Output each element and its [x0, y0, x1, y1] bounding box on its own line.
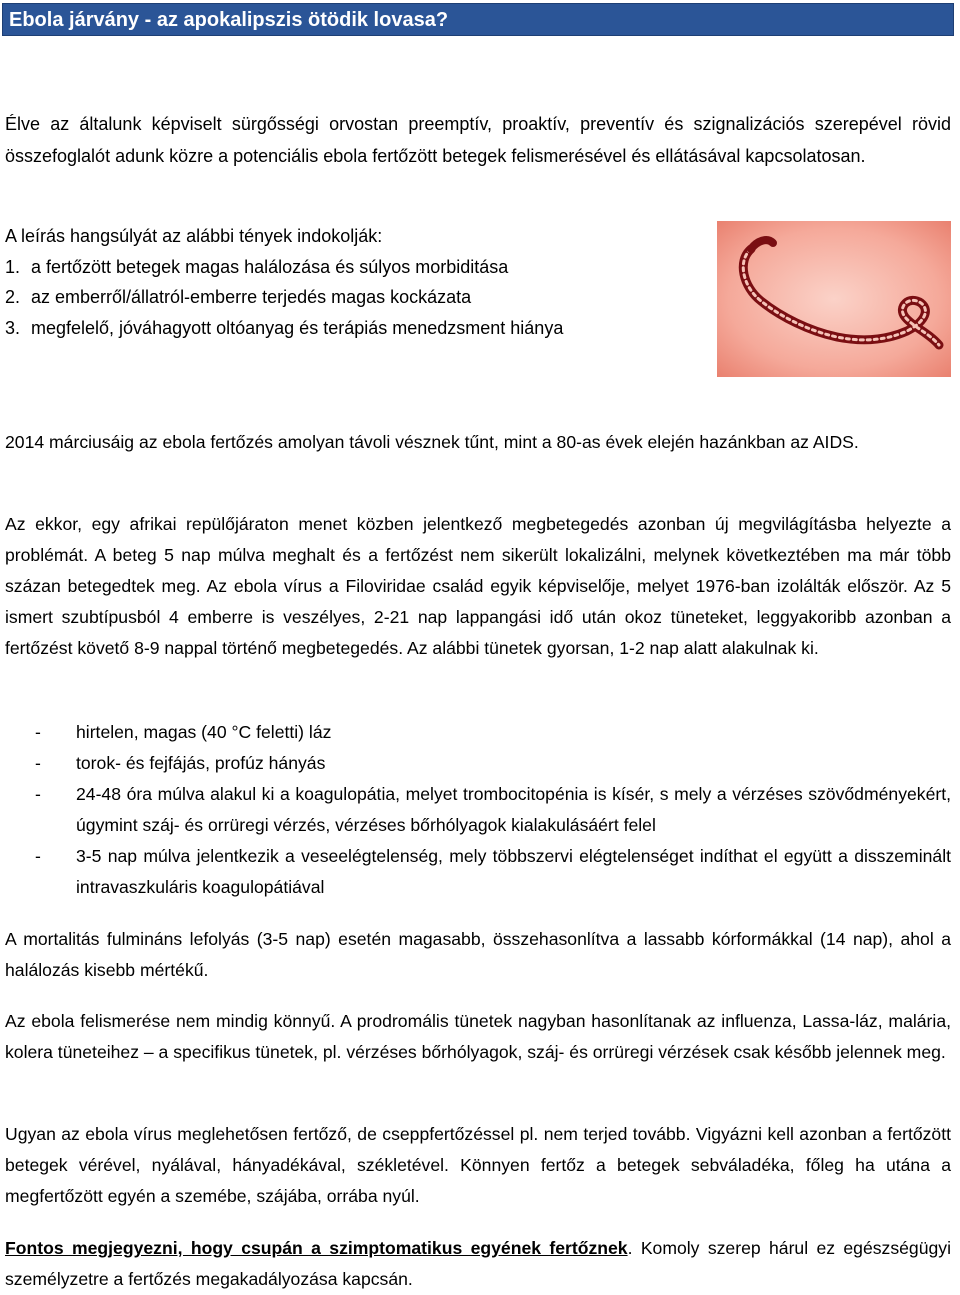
facts-section — [5, 221, 705, 343]
list-item: 3. megfelelő, jóváhagyott oltóanyag és terápiás menedzsment hiánya — [5, 317, 564, 338]
symptom-list-container — [5, 717, 951, 903]
page-title: Ebola járvány - az apokalipszis ötödik lovasa? — [9, 9, 449, 31]
list-item: - hirtelen, magas (40 °C feletti) láz — [35, 722, 332, 742]
paragraph-note — [5, 1233, 951, 1295]
list-item: - 3-5 nap múlva jelentkezik a veseelégtelenség, mely többszervi elégtelenséget indíthat el együtt a disszeminált intravaszkuláris koagulopátiával — [35, 846, 951, 897]
paragraph-spread: Ugyan az ebola vírus meglehetősen fertőző, de cseppfertőzéssel pl. nem terjed tovább. Vigyázni kell azonban a fertőzött betegek vérével, nyálával, hányadékával, székletével. Könnyen fertőz a betegek sebváladéka, főleg ha utána a megfertőzött egyén a szemébe, szájába, orrába nyúl. — [5, 1124, 951, 1206]
note-rest: . Komoly szerep hárul ez egészségügyi személyzetre a fertőzés megakadályozása kapcsán. — [5, 1238, 951, 1289]
paragraph-case: Az ekkor, egy afrikai repülőjáraton menet közben jelentkező megbetegedés azonban új megvilágításba helyezte a problémát. A beteg 5 nap múlva meghalt és a fertőzést nem sikerült lokalizálni, melynek következtében ma már több százan betegedtek meg. Az ebola vírus a Filoviridae család egyik képviselője, melyet 1976-ban izolálták először. Az 5 ismert szubtípusból 4 emberre is veszélyes, 2-21 nap lappangási idő után okoz tüneteket, leggyakoribb azonban a fertőzést követő 8-9 nappal történő megbetegedés. Az alábbi tünetek gyorsan, 1-2 nap alatt alakulnak ki. — [5, 514, 951, 658]
paragraph-2014: 2014 márciusáig az ebola fertőzés amolyan távoli vésznek tűnt, mint a 80-as évek elején hazánkban az AIDS. — [5, 432, 859, 452]
symptom-list — [5, 717, 951, 903]
list-item: - 24-48 óra múlva alakul ki a koagulopátia, melyet trombocitopénia is kísér, s mely a vérzéses szövődményekért, úgymint száj- és orrüregi vérzés, vérzéses bőrhólyagok kialakulásáért felel — [35, 784, 951, 835]
paragraph-mortality: A mortalitás fulmináns lefolyás (3-5 nap) esetén magasabb, összehasonlítva a lassabb kórformákkal (14 nap), ahol a halálozás kisebb mértékű. — [5, 929, 951, 980]
intro-paragraph: Élve az általunk képviselt sürgősségi orvostan preemptív, proaktív, preventív és szignalizációs szerepével rövid összefoglalót adunk közre a potenciális ebola fertőzött betegek felismerésével és ellátásával kapcsolatosan. — [5, 114, 951, 166]
list-item: 1. a fertőzött betegek magas halálozása és súlyos morbiditása — [5, 256, 509, 277]
paragraph-recognition: Az ebola felismerése nem mindig könnyű. A prodromális tünetek nagyban hasonlítanak az influenza, Lassa-láz, malária, kolera tüneteihez – a specifikus tünetek, pl. vérzéses bőrhólyagok, száj- és orrüregi vérzések csak később jelennek meg. — [5, 1011, 951, 1062]
facts-heading: A leírás hangsúlyát az alábbi tények indokolják: — [5, 226, 383, 246]
ebola-virus-micrograph — [717, 221, 951, 377]
list-item: 2. az emberről/állatról-emberre terjedés magas kockázata — [5, 287, 472, 307]
title-bar — [2, 3, 954, 36]
facts-list — [5, 252, 705, 344]
note-emphasis: Fontos megjegyezni, hogy csupán a szimptomatikus egyének fertőznek — [5, 1238, 628, 1258]
list-item: - torok- és fejfájás, profúz hányás — [35, 753, 326, 773]
